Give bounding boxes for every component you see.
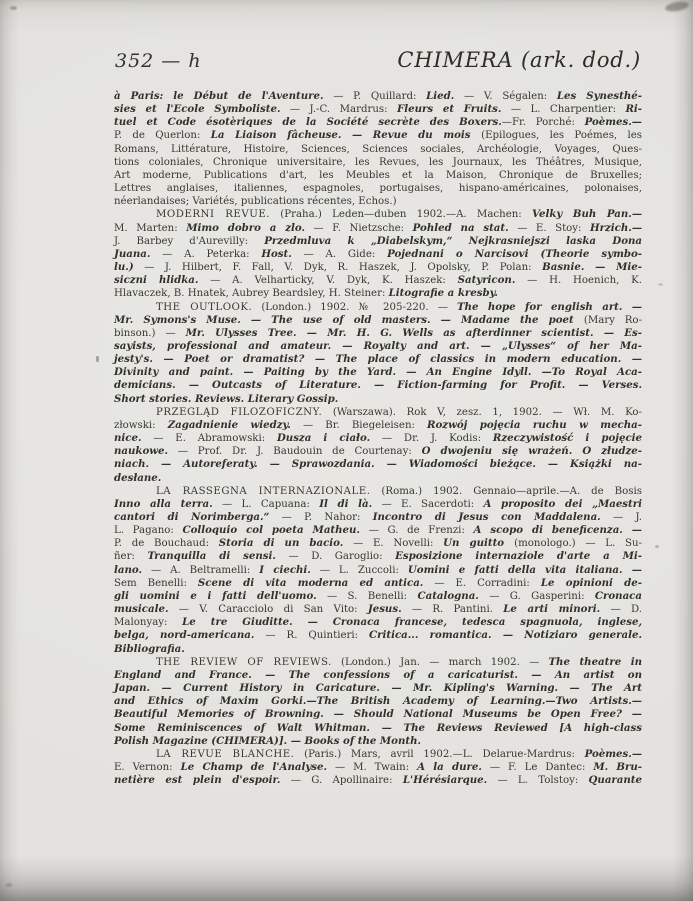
text-segment: Hrzich.— (590, 221, 643, 234)
text-segment: Rzeczywistość i pojęcie (492, 432, 643, 445)
scan-artifact-mark (664, 0, 689, 13)
text-segment: — L. Zuccoli: (310, 564, 408, 576)
text-segment: — D. Garoglio: (275, 551, 396, 563)
text-segment: Quarante (588, 774, 642, 787)
text-segment: (London.) 1902. № 205-220. — (252, 301, 457, 313)
text-segment: (Roma.) 1902. Gennaio—aprile.—A. de Bosis (370, 485, 642, 497)
text-segment: MODERNI REVUE. (156, 209, 270, 221)
text-segment: Un guitto (443, 537, 515, 550)
text-segment: demicians. — Outcasts of Literature. — Fiction-farming for Profit. — Verses. (114, 379, 642, 392)
paragraph (114, 90, 642, 208)
scan-artifact-mark (96, 356, 99, 362)
text-line (114, 550, 642, 563)
text-segment: J. Barbey d'Aurevilly: (114, 235, 265, 247)
text-segment: Le tre Giuditte. — Cronaca francese, tedesca spagnuola, inglese, (182, 616, 642, 629)
text-segment: Pojednani o Narcisovi (Theorie symbo- (387, 247, 642, 260)
text-segment: — G. Gasperini: (478, 590, 595, 602)
journal-title: CHIMERA (ark. dod.) (397, 48, 641, 72)
text-line (114, 774, 642, 787)
text-segment: ñer: (114, 551, 148, 563)
text-segment: Ri- (625, 103, 643, 116)
text-segment: Mr. Symons's Muse. — The use of old masters. — Madame the poet (114, 313, 584, 326)
text-line (114, 327, 642, 340)
text-segment: — A. Beltramelli: (142, 564, 260, 576)
text-segment: Incontro di Jesus con Maddalena. (372, 511, 601, 523)
text-segment: — E. Novelli: (343, 538, 444, 550)
text-segment: Lettres anglaises, italiennes, espagnoles, portugaises, hispano-américaines, polonaises, (114, 183, 642, 195)
text-segment: Satyricon. (457, 274, 516, 287)
text-segment: — D. (600, 604, 643, 616)
text-line (114, 577, 642, 590)
text-segment: — J. (600, 512, 643, 523)
paragraph (114, 748, 642, 787)
text-segment: Il di là. (319, 497, 373, 510)
text-segment: — A. Velharticky, V. Dyk, K. Haszek: (198, 275, 458, 287)
paragraph (114, 301, 642, 406)
text-segment: (Paris.) Mars, avril 1902.—L. Delarue-Mardrus: (294, 748, 585, 760)
text-segment: Uomini e fatti della vita italiana. — (407, 563, 642, 576)
text-segment: Lied. (426, 90, 455, 102)
text-line (114, 340, 642, 353)
text-segment: siczni hlidka. (114, 274, 199, 287)
text-line (114, 590, 642, 603)
text-segment: — R. Pantini. (401, 604, 504, 616)
text-segment: — V. Ségalen: (454, 91, 557, 102)
text-segment: (monologo.) — L. Su- (514, 538, 642, 550)
text-line (114, 379, 642, 392)
text-segment: (Mary Ro- (583, 314, 643, 326)
text-segment: Le opinioni de- (540, 576, 642, 589)
text-line (114, 143, 642, 156)
text-segment: P. de Querlon: (114, 130, 211, 142)
text-segment: THE OUTLOOK. (156, 301, 253, 313)
text-segment: Poèmes.— (584, 747, 643, 760)
text-line (114, 222, 642, 235)
text-segment: Critica... romantica. — Notiziaro generale. (369, 629, 643, 642)
text-line (114, 103, 642, 116)
text-segment: (Epilogues, les Poémes, les (481, 130, 642, 142)
text-line (114, 708, 642, 721)
text-segment: Japan. — Current History in Caricature. — Mr. Kipling's Warning. — The Art (114, 682, 642, 695)
text-segment: Cronaca (594, 589, 642, 602)
text-segment: netière est plein d'espoir. (114, 774, 281, 787)
text-segment: Beautiful Memories of Browning. — Should National Museums be Open Free? — (114, 708, 642, 721)
text-line (114, 314, 642, 327)
text-line (114, 511, 642, 524)
text-line (114, 682, 642, 695)
text-segment: L. Pagano: (114, 525, 183, 537)
text-line (114, 393, 642, 406)
text-segment: Juana. (114, 247, 151, 260)
text-segment: — E. Sacerdoti: (372, 498, 484, 510)
text-segment: — A. Gide: (291, 248, 388, 260)
text-segment: La Liaison fâcheuse. — Revue du mois (210, 129, 482, 142)
text-segment: Velky Buh Pan.— (532, 208, 643, 221)
text-segment: — V. Caracciolo di San Vito: (168, 604, 368, 616)
text-line (114, 458, 642, 471)
text-segment: tuel et Code ésotèriques de la Société secrète des Boxers. (114, 116, 502, 129)
text-segment: — Dr. J. Kodis: (370, 433, 493, 445)
text-segment: — J.-C. Mardrus: (280, 104, 398, 116)
text-segment: Art moderne, Publications d'art, les Meubles et la Maison, Chronique de Bruxelles; (114, 169, 642, 181)
text-segment: à Paris: le Début de l'Aventure. (114, 90, 324, 102)
text-segment: niach. — Autoreferaty. — Sprawozdania. — Wiadomości bieżące. — Książki na- (114, 458, 642, 471)
text-line (114, 169, 642, 182)
text-segment: (Warszawa). Rok V, zesz. 1, 1902. — Wł. M. Ko- (322, 406, 642, 418)
text-line (114, 195, 642, 208)
text-segment: M. Bru- (593, 760, 643, 773)
text-line (114, 432, 642, 445)
text-segment: The hope for english art. — (456, 300, 643, 313)
text-line (114, 564, 642, 577)
text-segment: Short stories. Reviews. Literary Gossip. (114, 392, 339, 405)
text-line (114, 722, 642, 735)
text-segment: tions coloniales, Chronique universitaire, les Revues, les Journaux, les Théâtres, Musique, (114, 156, 642, 168)
text-segment: Le arti minori. (503, 603, 601, 616)
text-segment: jesty's. — Poet or dramatist? — The place of classics in modern education. — (114, 353, 642, 366)
text-segment: Les Synesthé- (556, 90, 642, 102)
text-segment: Storia di un bacio. (218, 537, 344, 550)
text-segment: Fleurs et Fruits. (397, 103, 502, 116)
text-segment: Zagadnienie wiedzy. (167, 418, 291, 431)
scan-artifact-mark (655, 545, 659, 548)
text-segment: Host. (261, 247, 292, 260)
text-segment: Inno alla terra. (114, 497, 213, 510)
text-segment: — Br. Biegeleisen: (290, 419, 428, 431)
text-segment: LA REVUE BLANCHE. (156, 748, 295, 760)
text-line (114, 498, 642, 511)
text-line (114, 261, 642, 274)
text-segment: Esposizione internaziole d'arte a Mi- (395, 550, 642, 563)
text-segment: belga, nord-americana. (114, 629, 255, 642)
text-segment: — G. de Frenzi: (359, 525, 474, 537)
text-segment: — F. Nietzsche: (305, 222, 413, 234)
text-segment: The theatre in (548, 655, 642, 668)
text-line (114, 274, 642, 287)
text-segment: Poèmes.— (584, 116, 642, 129)
text-segment: gli uomini e i fatti dell'uomo. (114, 589, 317, 602)
text-segment: — S. Benelli: (316, 590, 418, 602)
text-line (114, 656, 642, 669)
text-line (114, 669, 642, 682)
text-line (114, 301, 642, 314)
text-segment: Polish Magazine (CHIMERA)]. — Books of the Month. (114, 734, 422, 747)
text-segment: Malonyay: (114, 617, 183, 629)
text-line (114, 761, 642, 774)
text-line (114, 748, 642, 761)
text-segment: THE REVIEW OF REVIEWS. (156, 656, 332, 668)
text-segment: England and France. — The confessions of a caricaturist. — An artist on (114, 668, 642, 681)
text-segment: A scopo di beneficenza. — (473, 524, 642, 537)
text-segment: néerlandaises; Variétés, publications récentes, Echos.) (114, 196, 397, 208)
text-line (114, 537, 642, 550)
text-segment: Sem Benelli: (114, 577, 198, 589)
text-segment: — L. Capuana: (212, 498, 320, 510)
text-segment: sayists, professional and amateur. — Royalty and art. — „Ulysses“ of her Ma- (114, 339, 642, 352)
text-segment: binson.) — (114, 327, 186, 339)
text-segment: — P. Quillard: (323, 91, 427, 102)
text-segment: M. Marten: (114, 222, 187, 234)
text-segment: E. Vernon: (114, 761, 181, 773)
text-segment: I ciechi. (259, 563, 311, 576)
text-segment: — F. Le Dantec: (481, 761, 594, 773)
text-segment: lu.) (114, 261, 134, 274)
text-segment: Basnie. — Mie- (542, 261, 642, 274)
text-segment: O dwojeniu się wrażeń. O złudze- (421, 445, 642, 458)
text-segment: — A. Peterka: (150, 248, 262, 260)
text-line (114, 524, 642, 537)
text-segment: sies et l'Ecole Symboliste. (114, 103, 281, 116)
text-line (114, 419, 642, 432)
text-line (114, 616, 642, 629)
text-line (114, 695, 642, 708)
text-segment: — J. Hilbert, F. Fall, V. Dyk, R. Haszek, J. Opolsky, P. Polan: (133, 262, 543, 274)
text-segment: Bibliografia. (114, 642, 185, 655)
text-segment: — L. Tolstoy: (487, 775, 589, 787)
text-line (114, 129, 642, 142)
scan-artifact-mark (658, 283, 663, 286)
scan-artifact-mark (6, 883, 12, 887)
text-line (114, 208, 642, 221)
text-segment: cantori di Norimberga.“ (114, 511, 270, 523)
text-line (114, 182, 642, 195)
text-segment: naukowe. (114, 445, 169, 458)
text-segment: — E. Abramowski: (141, 433, 277, 445)
text-segment: L'Hérésiarque. (402, 774, 488, 787)
text-segment: lano. (114, 563, 143, 576)
text-segment: A la dure. (417, 760, 482, 773)
text-segment: złowski: (114, 419, 168, 431)
text-line (114, 643, 642, 656)
text-segment: LA RASSEGNA INTERNAZIONALE. (156, 485, 371, 497)
text-segment: and Ethics of Maxim Gorki.—The British Academy of Learning.—Two Artists.— (114, 695, 642, 708)
text-segment: A proposito dei „Maestri (483, 497, 642, 510)
text-segment: — P. Nahor: (269, 512, 373, 523)
text-segment: Jesus. (367, 603, 402, 616)
paragraph (114, 485, 642, 656)
text-block (114, 90, 642, 787)
text-segment: Colloquio col poeta Matheu. (182, 524, 360, 537)
text-line (114, 603, 642, 616)
paragraph (114, 656, 642, 748)
text-line (114, 116, 642, 129)
text-segment: Le Champ de l'Analyse. (180, 760, 328, 773)
text-segment: Mimo dobro a zlo. (186, 221, 306, 234)
text-line (114, 629, 642, 642)
text-segment: — E. Corradini: (423, 577, 541, 589)
text-segment: —Fr. Porché: (501, 117, 585, 129)
text-segment: (London.) Jan. — march 1902. — (331, 656, 549, 668)
text-segment: (Praha.) Leden—duben 1902.—A. Machen: (270, 209, 532, 221)
text-segment: Przedmluva k „Diabelskym,“ Nejkrasniejszi laska Dona (264, 234, 642, 247)
text-segment: Catalogna. (417, 589, 479, 602)
scan-artifact-mark (10, 6, 17, 10)
text-line (114, 248, 642, 261)
page-header (115, 48, 641, 72)
text-line (114, 445, 642, 458)
text-segment: — L. Charpentier: (501, 104, 626, 116)
paragraph (114, 208, 642, 300)
paragraph (114, 406, 642, 485)
text-line (114, 366, 642, 379)
text-segment: — Prof. Dr. J. Baudouin de Courtenay: (168, 446, 422, 458)
text-line (114, 90, 642, 103)
text-segment: Hlavaczek, B. Hnatek, Aubrey Beardsley, H. Steiner: (114, 288, 389, 300)
text-segment: Scene di vita moderna ed antica. (197, 576, 424, 589)
text-segment: musicale. (114, 603, 169, 616)
text-line (114, 485, 642, 498)
text-line (114, 156, 642, 169)
text-segment: — R. Quintieri: (254, 630, 370, 642)
text-segment: Rozwój pojęcia ruchu w mecha- (427, 418, 642, 431)
text-segment: Mr. Ulysses Tree. — Mr. H. G. Wells as afterdinner scientist. — Es- (185, 326, 643, 339)
text-line (114, 735, 642, 748)
text-segment: PRZEGLĄD FILOZOFICZNY. (156, 406, 323, 418)
text-segment: Some Reminiscences of Walt Whitman. — The Reviews Reviewed [A high-class (114, 721, 642, 734)
text-segment: desłane. (114, 471, 162, 484)
text-line (114, 235, 642, 248)
text-line (114, 353, 642, 366)
text-line (114, 472, 642, 485)
text-segment: nice. (114, 432, 142, 445)
text-segment: — E. Stoy: (508, 222, 591, 234)
text-segment: P. de Bouchaud: (114, 538, 219, 550)
text-segment: — M. Twain: (327, 761, 418, 773)
text-segment: Litografie a kresby. (388, 287, 498, 300)
text-line (114, 287, 642, 300)
text-segment: Divinity and paint. — Paiting by the Yard. — An Engine Idyll. —To Royal Aca- (114, 366, 642, 379)
text-segment: Tranquilla di sensi. (147, 550, 276, 563)
text-segment: — H. Hoenich, K. (515, 275, 642, 287)
text-segment: — G. Apollinaire: (280, 775, 403, 787)
text-segment: Dusza i ciało. (276, 432, 371, 445)
text-segment: Pohled na stat. (412, 221, 509, 234)
page-number: 352 — h (115, 50, 202, 72)
text-line (114, 406, 642, 419)
text-segment: Romans, Littérature, Histoire, Sciences, Sciences sociales, Archéologie, Voyages, Ques- (114, 143, 642, 155)
